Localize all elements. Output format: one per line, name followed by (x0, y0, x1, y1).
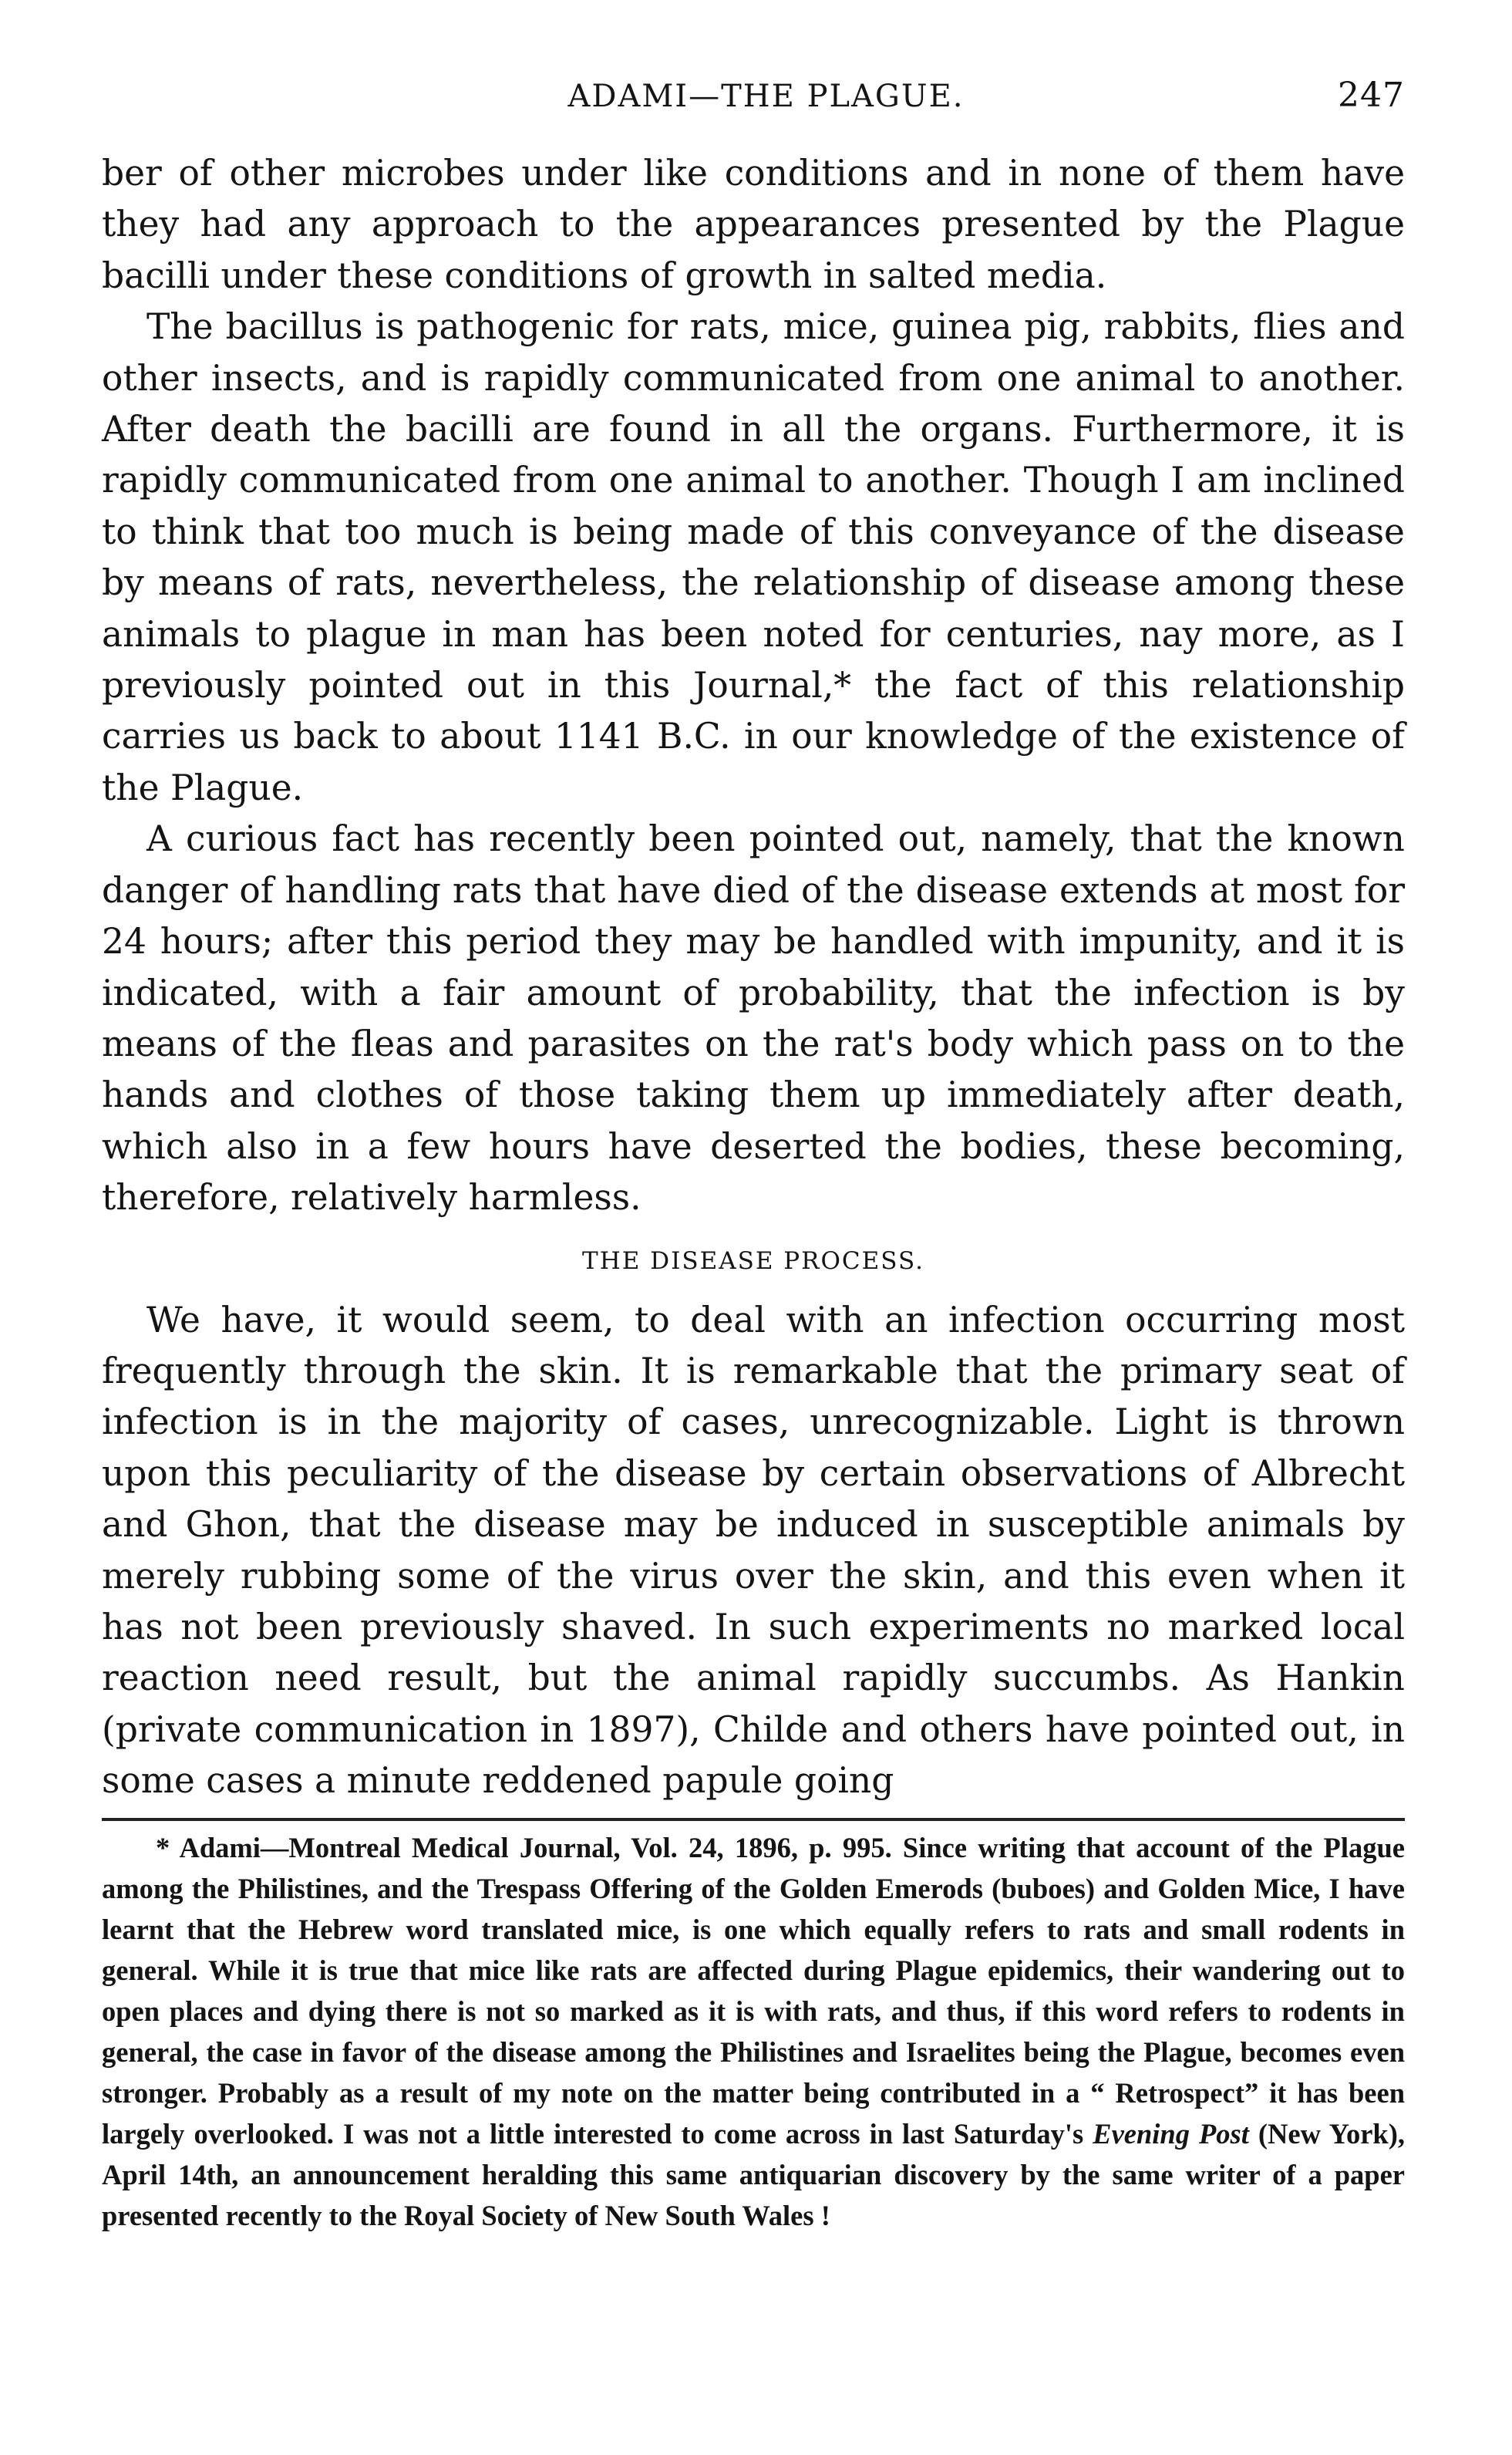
section-heading: THE DISEASE PROCESS. (582, 1246, 924, 1275)
footnote-text-start: * Adami—Montreal Medical Journal, Vol. 24, 1896, p. 995. Since writing that account of the Plague among the Philistines, and the Trespass Offering of the Golden Emerods (buboes) and Golden Mice, I have learnt that the Hebrew word translated mice, is one which equally refers to rats and small rodents in general. While it is true that mice like rats are affected during Plague epidemics, their wandering out to open places and dying there is not so marked as it is with rats, and thus, if this word refers to rodents in general, the case in favor of the disease among the Philistines and Israelites being the Plague, becomes even stronger. Probably as a result of my note on the matter being contributed in a “ Retrospect” it has been largely overlooked. I was not a little interested to come across in last Saturday's (102, 1831, 1405, 2150)
footnote-newspaper-title: Evening Post (1093, 2117, 1249, 2150)
footnote-text-end: (New York), April 14th, an announcement heralding this same antiquarian discovery by the same writer of a paper presented recently to the Royal Society of New South Wales ! (102, 2117, 1405, 2231)
paragraph-2: The bacillus is pathogenic for rats, mice, guinea pig, rabbits, flies and other insects, and is rapidly communicated from one animal to another. After death the bacilli are found in all the organs. Furthermore, it is rapidly communicated from one animal to another. Though I am inclined to think that too much is being made of this conveyance of the disease by means of rats, nevertheless, the relationship of disease among these animals to plague in man has been noted for centuries, nay more, as I previously pointed out in this Journal,* the fact of this relationship carries us back to about 1141 B.C. in our knowledge of the existence of the Plague. (102, 306, 1405, 808)
paragraph-4: We have, it would seem, to deal with an infection occurring most frequently through the skin. It is remarkable that the primary seat of infection is in the majority of cases, unrecognizable. Light is thrown upon this peculiarity of the disease by certain observations of Albrecht and Ghon, that the disease may be induced in susceptible animals by merely rubbing some of the virus over the skin, and this even when it has not been previously shaved. In such experiments no marked local reaction need result, but the animal rapidly succumbs. As Hankin (private communication in 1897), Childe and others have pointed out, in some cases a minute reddened papule going (102, 1299, 1405, 1802)
paragraph-1: ber of other microbes under like conditions and in none of them have they had any approach to the appearances presented by the Plague bacilli under these conditions of growth in salted media. (102, 153, 1405, 296)
book-page (102, 76, 1405, 2236)
page-header (102, 76, 1405, 130)
footnote-divider (102, 1818, 1405, 1821)
page-number: 247 (1338, 76, 1405, 115)
running-title: ADAMI—THE PLAGUE. (567, 79, 965, 114)
body-text (102, 148, 1405, 1807)
footnote (102, 1827, 1405, 2236)
paragraph-3: A curious fact has recently been pointed out, namely, that the known danger of handling rats that have died of the disease extends at most for 24 hours; after this period they may be handled with impunity, and it is indicated, with a fair amount of probability, that the infection is by means of the fleas and parasites on the rat's body which pass on to the hands and clothes of those taking them up immediately after death, which also in a few hours have deserted the bodies, these becoming, therefore, relatively harmless. (102, 818, 1405, 1219)
